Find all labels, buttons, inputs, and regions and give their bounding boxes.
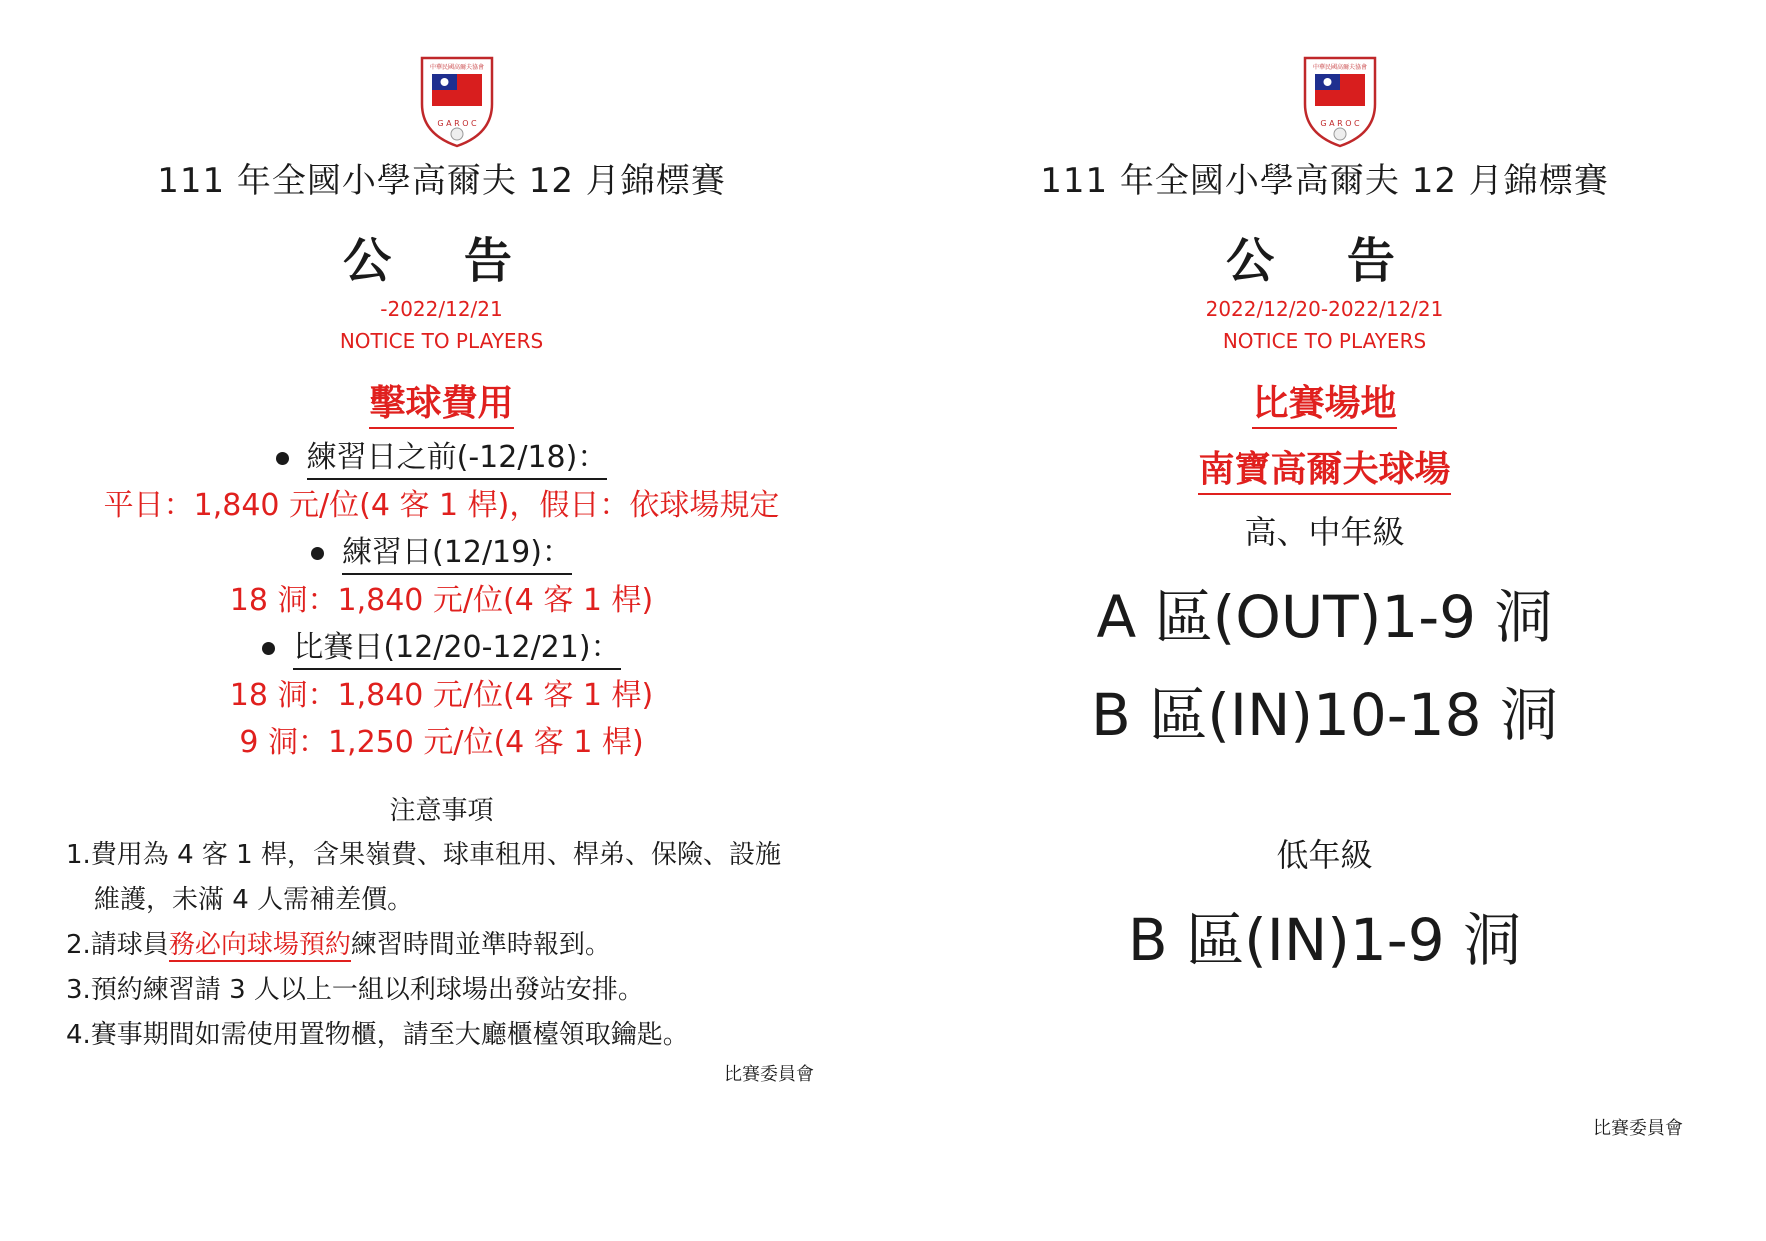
note-item: 維護，未滿 4 人需補差價。: [94, 885, 414, 915]
upper-grades-label: 高、中年級: [1244, 513, 1405, 551]
right-announcement: [883, 0, 1766, 1241]
bullet-icon: [276, 452, 289, 465]
notice-date: -2022/12/21: [380, 297, 503, 321]
fee-price: 平日：1,840 元/位(4 客 1 桿)，假日：依球場規定: [103, 488, 780, 523]
fee-item-label: 練習日(12/19)：: [0, 527, 883, 571]
bullet-icon: [262, 642, 275, 655]
committee-signature: 比賽委員會: [1593, 1118, 1683, 1139]
zone-b-lower: B 區(IN)1-9 洞: [1127, 906, 1522, 974]
zone-b: B 區(IN)10-18 洞: [1091, 681, 1558, 749]
notice-date: 2022/12/20-2022/12/21: [1205, 297, 1444, 321]
note-item: 4.賽事期間如需使用置物櫃，請至大廳櫃檯領取鑰匙。: [66, 1020, 689, 1050]
svg-text:中華民國高爾夫協會: 中華民國高爾夫協會: [429, 64, 485, 71]
fee-price: 9 洞：1,250 元/位(4 客 1 桿): [239, 725, 644, 760]
notes-heading: 注意事項: [389, 796, 494, 826]
notice-heading: 公 告: [343, 233, 540, 289]
svg-text:中華民國高爾夫協會: 中華民國高爾夫協會: [1312, 64, 1368, 71]
zone-a: A 區(OUT)1-9 洞: [1096, 583, 1553, 651]
tournament-title: 111 年全國小學高爾夫 12 月錦標賽: [157, 161, 726, 201]
venue-name: 南寶高爾夫球場: [883, 441, 1766, 492]
svg-text:G A R O C: G A R O C: [1320, 119, 1360, 128]
fee-price: 18 洞：1,840 元/位(4 客 1 桿): [229, 678, 654, 713]
tournament-title: 111 年全國小學高爾夫 12 月錦標賽: [1040, 161, 1609, 201]
notice-to-players: NOTICE TO PLAYERS: [1222, 329, 1427, 353]
section-title: 擊球費用: [0, 375, 883, 426]
bullet-icon: [311, 547, 324, 560]
note-item: 3.預約練習請 3 人以上一組以利球場出發站安排。: [66, 975, 644, 1005]
notice-to-players: NOTICE TO PLAYERS: [339, 329, 544, 353]
lower-grades-label: 低年級: [1276, 836, 1373, 874]
fee-item-label: 比賽日(12/20-12/21)：: [0, 622, 883, 666]
fee-item-label: 練習日之前(-12/18)：: [0, 432, 883, 476]
note-item: 2.請球員務必向球場預約練習時間並準時報到。: [66, 930, 611, 960]
notice-heading: 公 告: [1226, 233, 1423, 289]
fee-price: 18 洞：1,840 元/位(4 客 1 桿): [229, 583, 654, 618]
svg-text:G A R O C: G A R O C: [437, 119, 477, 128]
section-title: 比賽場地: [883, 375, 1766, 426]
garoc-logo: [418, 52, 496, 148]
committee-signature: 比賽委員會: [724, 1064, 814, 1085]
note-item: 1.費用為 4 客 1 桿，含果嶺費、球車租用、桿弟、保險、設施: [66, 840, 781, 870]
garoc-logo: [1301, 52, 1379, 148]
